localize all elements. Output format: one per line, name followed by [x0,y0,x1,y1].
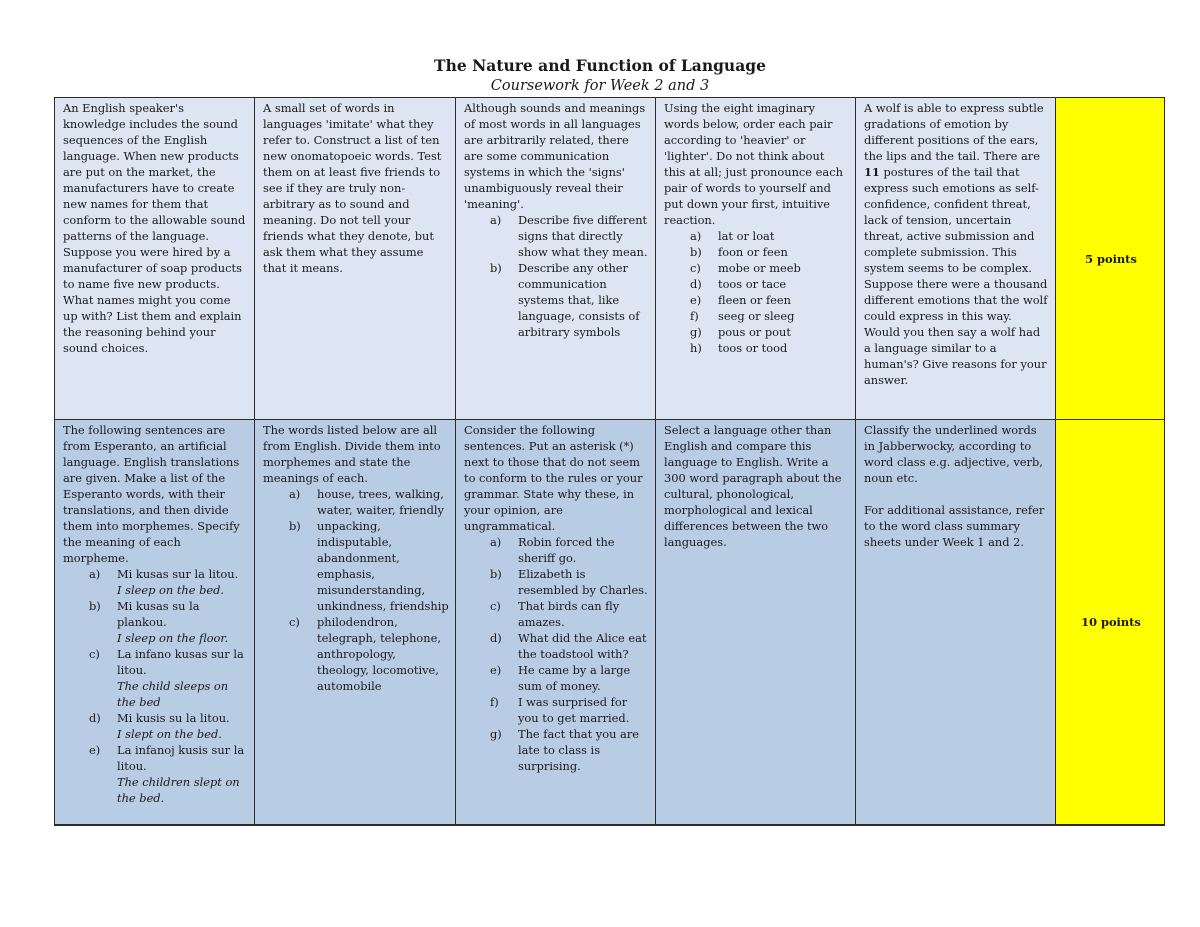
translation-text: The child sleeps on the bed [117,679,229,709]
bold-number: 11 [864,165,880,179]
list-item: b) foon or feen [690,245,788,259]
task-cell [856,420,1056,826]
task-cell [456,98,656,420]
list-item: d) toos or tace [690,277,787,291]
list-item: g) pous or pout [690,325,791,339]
list-item: f) seeg or sleeg [690,309,795,323]
task-cell [656,420,856,826]
task-list [63,566,248,806]
list-item: e) La infanoj kusis sur la litou. The children slept on the bed. [63,742,248,806]
list-item: c) That birds can fly amazes. [490,599,620,629]
list-item: g) The fact that you are late to class is surprising. [490,727,640,773]
translation-text: I slept on the bed. [117,727,222,741]
document-title: The Nature and Function of Language [434,56,766,75]
task-list [464,212,649,340]
task-intro: Consider the following sentences. Put an asterisk (*) next to those that do not seem to conform to the rules or your grammar. State why these, in your opinion, are ungrammatical. [464,423,643,533]
task-cell [55,98,255,420]
table-row [55,420,1165,826]
task-text: A small set of words in languages 'imitate' what they refer to. Construct a list of ten new onomatopoeic words. Test them on at least five friends to see if they are truly non-arbitrary as to sound and meaning. Do not tell your friends what they denote, but ask them what they assume that it means. [263,101,442,275]
list-item: b) Mi kusas su la plankou. I sleep on the floor. [63,598,248,646]
task-text: An English speaker's knowledge includes the sound sequences of the English language. When new products are put on the market, the manufacturers have to create new names for them that conform to the allowable sound patterns of the language. Suppose you were hired by a manufacturer of soap products to name five new products. What names might you come up with? List them and explain the reasoning behind your sound choices. [63,101,246,355]
document-subtitle: Coursework for Week 2 and 3 [490,78,710,94]
task-cell [456,420,656,826]
list-item: c) philodendron, telegraph, telephone, anthropology, theology, locomotive, automobile [289,615,441,693]
task-intro: The words listed below are all from English. Divide them into morphemes and state the meanings of each. [263,423,441,485]
list-item: a) Mi kusas sur la litou. I sleep on the bed. [63,566,248,598]
list-item: a) lat or loat [690,229,775,243]
points-cell: 5 points [1056,98,1165,420]
list-item: a) Describe five different signs that directly show what they mean. [490,213,648,259]
task-intro: Although sounds and meanings of most words in all languages are arbitrarily related, there are some communication systems in which the 'signs' unambiguously reveal their 'meaning'. [464,101,646,211]
translation-text: The children slept on the bed. [117,775,240,805]
list-item: e) fleen or feen [690,293,791,307]
task-text: Classify the underlined words in Jabberwocky, according to word class e.g. adjective, verb, noun etc. [864,423,1043,485]
list-item: c) La infano kusas sur la litou. The child sleeps on the bed [63,646,248,710]
points-cell: 10 points [1056,420,1165,826]
list-item: a) house, trees, walking, water, waiter, friendly [289,487,444,517]
task-cell [856,98,1056,420]
table-row [55,98,1165,420]
list-item: a) Robin forced the sheriff go. [490,535,615,565]
task-note: For additional assistance, refer to the word class summary sheets under Week 1 and 2. [864,503,1045,549]
task-text: Select a language other than English and compare this language to English. Write a 300 word paragraph about the cultural, phonological, morphological and lexical differences between the two languages. [664,423,842,549]
translation-text: I sleep on the floor. [117,631,229,645]
task-intro: Using the eight imaginary words below, order each pair according to 'heavier' or 'lighter'. Do not think about this at all; just pronounce each pair of words to yourself and put down your first, intuitive reaction. [664,101,843,227]
list-item: f) I was surprised for you to get married. [490,695,630,725]
task-list [664,228,849,356]
list-item: b) Elizabeth is resembled by Charles. [490,567,648,597]
task-cell [656,98,856,420]
list-item: b) unpacking, indisputable, abandonment, emphasis, misunderstanding, unkindness, friendship [289,519,449,613]
task-cell [255,420,456,826]
task-text: A wolf is able to express subtle gradations of emotion by different positions of the ears, the lips and the tail. There are 11 postures of the tail that express such emotions as self-confidence, confident threat, lack of tension, uncertain threat, active submission and complete submission. This system seems to be complex. Suppose there were a thousand different emotions that the wolf could express in this way. Would you then say a wolf had a language similar to a human's? Give reasons for your answer. [864,101,1048,387]
list-item: h) toos or tood [690,341,788,355]
task-list [464,534,649,774]
translation-text: I sleep on the bed. [117,583,225,597]
task-cell [255,98,456,420]
list-item: c) mobe or meeb [690,261,801,275]
task-intro: The following sentences are from Esperanto, an artificial language. English translations are given. Make a list of the Esperanto words, with their translations, and then divide them into morphemes. Specify the meaning of each morpheme. [63,423,240,565]
coursework-table [54,97,1165,826]
list-item: e) He came by a large sum of money. [490,663,631,693]
task-cell [55,420,255,826]
list-item: b) Describe any other communication systems that, like language, consists of arbitrary symbols [490,261,640,339]
list-item: d) Mi kusis su la litou. I slept on the bed. [63,710,248,742]
task-list [263,486,449,694]
list-item: d) What did the Alice eat the toadstool with? [490,631,647,661]
